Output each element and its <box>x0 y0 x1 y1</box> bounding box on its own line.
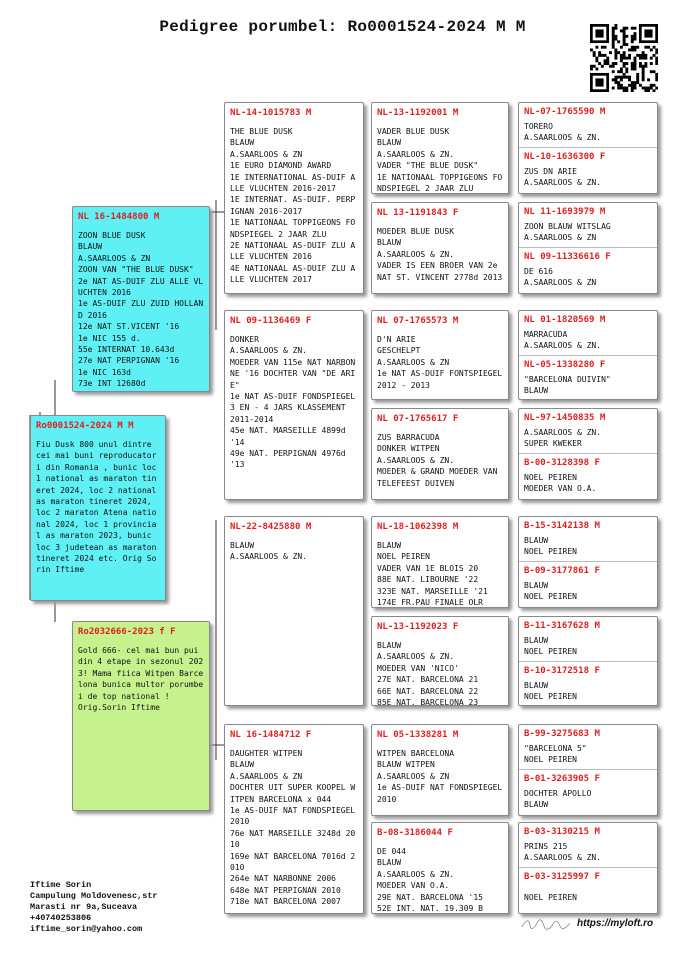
gen4-entry <box>519 355 657 400</box>
owner-name: Iftime Sorin <box>30 880 92 890</box>
ring-number: NL-97-1450835 M <box>524 413 606 423</box>
ring-number: B-99-3275683 M <box>524 729 600 739</box>
gen4-pair-3[interactable] <box>518 310 658 400</box>
gen4-pair-2[interactable] <box>518 202 658 294</box>
sire-card[interactable] <box>72 206 210 392</box>
gen3-card-8[interactable] <box>371 822 509 914</box>
gen4-entry <box>519 247 657 292</box>
ring-number: NL-13-1192001 M <box>377 108 459 118</box>
granddam-paternal-card[interactable] <box>224 310 364 500</box>
bird-description: BLAUW NOEL PEIREN <box>524 636 577 657</box>
ring-number: B-03-3130215 M <box>524 827 600 837</box>
gen4-entry <box>519 661 657 706</box>
ring-number: B-08-3186044 F <box>377 828 453 838</box>
gen4-pair-7[interactable] <box>518 724 658 816</box>
owner-contact <box>30 880 158 935</box>
ring-number: B-00-3128398 F <box>524 458 600 468</box>
bird-description: TORERO A.SAARLOOS & ZN. <box>524 122 602 143</box>
gen3-card-1[interactable] <box>371 102 509 194</box>
gen4-entry <box>519 203 657 247</box>
bird-description: BLAUW NOEL PEIREN VADER VAN 1E BLOIS 20 88E NAT. LIBOURNE '22 323E NAT. MARSEILLE '21 174E FR.PAU FINALE OLR <box>377 541 488 608</box>
gen3-card-4[interactable] <box>371 408 509 500</box>
bird-description: DONKER A.SAARLOOS & ZN. MOEDER VAN 115e NAT NARBONNE '16 DOCHTER VAN "DE ARIE" 1e NAT AS-DUIF FONDSPIEGEL 3 EN - 4 JARS KLASSEMENT 2011-2014 45e NAT. MARSEILLE 4899d '14 49e NAT. PERPIGNAN 4976d '13 <box>230 335 356 470</box>
bird-description: DOCHTER APOLLO BLAUW <box>524 789 592 810</box>
dam-card[interactable] <box>72 621 210 811</box>
ring-number: NL-10-1636300 F <box>524 152 606 162</box>
bird-description: WITPEN BARCELONA BLAUW WITPEN A.SAARLOOS & ZN 1e AS-DUIF NAT FONDSPIEGEL 2010 <box>377 749 503 804</box>
ring-number: NL-07-1765590 M <box>524 107 606 117</box>
bird-description: BLAUW NOEL PEIREN <box>524 681 577 702</box>
ring-number: NL 11-1693979 M <box>524 207 606 217</box>
ring-number: NL-14-1015783 M <box>230 108 312 118</box>
gen4-pair-4[interactable] <box>518 408 658 500</box>
bird-description: "BARCELONA 5" NOEL PEIREN <box>524 744 587 765</box>
ring-number: NL 09-11336616 F <box>524 252 611 262</box>
sire-description: ZOON BLUE DUSK BLAUW A.SAARLOOS & ZN ZOON VAN "THE BLUE DUSK" 2e NAT AS-DUIF ZLU ALLE VLUCHTEN 2016 1e AS-DUIF ZLU ZUID HOLLAND 2016 12e NAT ST.VICENT '16 1e NIC 155 d. 55e INTERNAT 10.643d 27e NAT PERPIGNAN '16 1e NIC 163d 73e INT 12680d <box>78 231 204 389</box>
bird-description: ZUS DN ARIE A.SAARLOOS & ZN. <box>524 167 602 188</box>
gen3-card-6[interactable] <box>371 616 509 706</box>
signature-mark <box>520 917 572 931</box>
ring-number: B-01-3263905 F <box>524 774 600 784</box>
gen4-entry <box>519 147 657 192</box>
gen4-pair-6[interactable] <box>518 616 658 706</box>
owner-address-line1: Campulung Moldovenesc,str <box>30 891 158 901</box>
ring-number: NL-05-1338280 F <box>524 360 606 370</box>
gen4-entry <box>519 725 657 769</box>
gen4-entry <box>519 867 657 906</box>
bird-description: PRINS 215 A.SAARLOOS & ZN. <box>524 842 602 863</box>
owner-email[interactable]: iftime_sorin@yahoo.com <box>30 924 143 934</box>
bird-description: VADER BLUE DUSK BLAUW A.SAARLOOS & ZN. VADER "THE BLUE DUSK" 1E NATIONAAL TOPPIGEONS FONDSPIEGEL 2 JAAR ZLU <box>377 127 503 194</box>
subject-ring-number: Ro0001524-2024 M M <box>36 421 134 431</box>
ring-number: B-03-3125997 F <box>524 872 600 882</box>
gen4-entry <box>519 517 657 561</box>
gen4-entry <box>519 409 657 453</box>
ring-number: B-10-3172518 F <box>524 666 600 676</box>
ring-number: NL-13-1192023 F <box>377 622 459 632</box>
gen3-card-3[interactable] <box>371 310 509 400</box>
gen4-entry <box>519 311 657 355</box>
bird-description: NOEL PEIREN <box>524 893 577 902</box>
gen3-card-5[interactable] <box>371 516 509 608</box>
grandsire-maternal-card[interactable] <box>224 516 364 706</box>
gen4-entry <box>519 617 657 661</box>
sire-ring-number: NL 16-1484800 M <box>78 212 160 222</box>
gen3-card-2[interactable] <box>371 202 509 294</box>
bird-description: DE 044 BLAUW A.SAARLOOS & ZN. MOEDER VAN O.A. 29E NAT. BARCELONA '15 52E INT. NAT. 19.309 B <box>377 847 483 914</box>
subject-description: Fiu Dusk 800 unul dintre cei mai buni reproducatori din Romania , bunic loc 1 national as maraton tineret 2024, loc 2 national as maraton tineret 2024, loc 2 maraton Atena national 2024, loc 1 provincial as maraton 2023, bunic loc 3 judetean as maraton tineret 2024 etc. Orig Sorin Iftime <box>36 440 162 575</box>
dam-ring-number: Ro2032666-2023 f F <box>78 627 176 637</box>
ring-number: NL 16-1484712 F <box>230 730 312 740</box>
ring-number: NL 07-1765573 M <box>377 316 459 326</box>
bird-description: D'N ARIE GESCHELPT A.SAARLOOS & ZN 1e NAT AS-DUIF FONTSPIEGEL 2012 - 2013 <box>377 335 503 390</box>
ring-number: NL 01-1820569 M <box>524 315 606 325</box>
ring-number: B-09-3177861 F <box>524 566 600 576</box>
subject-card[interactable] <box>30 415 166 601</box>
owner-phone: +40740253806 <box>30 913 92 923</box>
ring-number: B-11-3167628 M <box>524 621 600 631</box>
gen4-entry <box>519 823 657 867</box>
ring-number: NL-22-8425880 M <box>230 522 312 532</box>
gen3-card-7[interactable] <box>371 724 509 816</box>
gen4-pair-5[interactable] <box>518 516 658 608</box>
bird-description: DAUGHTER WITPEN BLAUW A.SAARLOOS & ZN DOCHTER UIT SUPER KOOPEL WITPEN BARCELONA x 044 1e AS-DUIF NAT FONDSPIEGEL 2010 76e NAT MARSEILLE 3248d 2010 169e NAT BARCELONA 7016d 2010 264e NAT NARBONNE 2006 648e NAT PERPIGNAN 2010 718e NAT BARCELONA 2007 <box>230 749 356 907</box>
ring-number: NL 07-1765617 F <box>377 414 459 424</box>
bird-description: THE BLUE DUSK BLAUW A.SAARLOOS & ZN 1E EURO DIAMOND AWARD 1E INTERNATIONAL AS-DUIF ALLE VLUCHTEN 2016-2017 1E INTERNAT. AS-DUIF. PERPIGNAN 2016-2017 1E NATIONAAL TOPPIGEONS FONDSPIEGEL 2 JAAR ZLU 2E NATIONAAL AS-DUIF ZLU ALLE VLUCHTEN 2016 4E NATIONAAL AS-DUIF ZLU ALLE VLUCHTEN 2017 <box>230 127 356 285</box>
bird-description: BLAUW NOEL PEIREN <box>524 536 577 557</box>
owner-address-line2: Marasti nr 9a,Suceava <box>30 902 138 912</box>
bird-description: "BARCELONA DUIVIN" BLAUW <box>524 375 611 396</box>
grandsire-paternal-card[interactable] <box>224 102 364 294</box>
ring-number: NL 05-1338281 M <box>377 730 459 740</box>
bird-description: ZUS BARRACUDA DONKER WITPEN A.SAARLOOS & ZN. MOEDER & GRAND MOEDER VAN TELEFEEST DUIVEN <box>377 433 498 488</box>
ring-number: B-15-3142138 M <box>524 521 600 531</box>
bird-description: DE 616 A.SAARLOOS & ZN <box>524 267 597 288</box>
granddam-maternal-card[interactable] <box>224 724 364 914</box>
bird-description: NOEL PEIREN MOEDER VAN O.A. <box>524 473 597 494</box>
ring-number: NL 09-1136469 F <box>230 316 312 326</box>
gen4-pair-8[interactable] <box>518 822 658 914</box>
bird-description: BLAUW A.SAARLOOS & ZN. MOEDER VAN 'NICO' 27E NAT. BARCELONA 21 66E NAT. BARCELONA 22 85E NAT. BARCELONA 23 <box>377 641 479 706</box>
gen4-pair-1[interactable] <box>518 102 658 194</box>
ring-number: NL-18-1062398 M <box>377 522 459 532</box>
page-title: Pedigree porumbel: Ro0001524-2024 M M <box>159 18 526 36</box>
gen4-entry <box>519 769 657 814</box>
website-link[interactable]: https://myloft.ro <box>577 918 654 929</box>
dam-description: Gold 666- cel mai bun pui din 4 etape in sezonul 2023! Mama fiica Witpen Barcelona bunica multor porumbei de top national ! Orig.Sorin Iftime <box>78 646 204 713</box>
bird-description: MOEDER BLUE DUSK BLAUW A.SAARLOOS & ZN. VADER IS EEN BROER VAN 2e NAT ST. VINCENT 2778d 2013 <box>377 227 503 282</box>
bird-description: BLAUW NOEL PEIREN <box>524 581 577 602</box>
gen4-entry <box>519 103 657 147</box>
gen4-entry <box>519 453 657 498</box>
ring-number: NL 13-1191843 F <box>377 208 459 218</box>
gen4-entry <box>519 561 657 606</box>
bird-description: A.SAARLOOS & ZN. SUPER KWEKER <box>524 428 602 449</box>
bird-description: MARRACUDA A.SAARLOOS & ZN. <box>524 330 602 351</box>
bird-description: BLAUW A.SAARLOOS & ZN. <box>230 541 308 562</box>
bird-description: ZOON BLAUW WITSLAG A.SAARLOOS & ZN <box>524 222 611 243</box>
